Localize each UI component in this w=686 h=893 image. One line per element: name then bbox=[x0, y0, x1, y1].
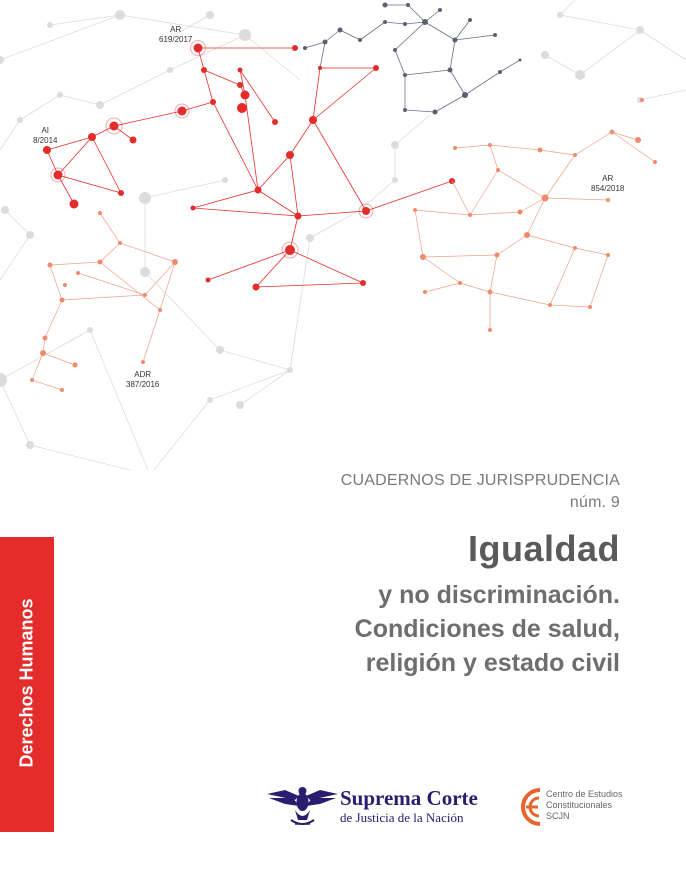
book-subtitle bbox=[355, 578, 620, 680]
scjn-eagle-logo-icon bbox=[265, 780, 340, 830]
gray-nodes bbox=[0, 10, 644, 449]
subtitle-line-2: Condiciones de salud, bbox=[354, 615, 620, 643]
navy-nodes bbox=[303, 3, 522, 115]
navy-network bbox=[305, 5, 520, 112]
case-label-adr-387: ADR 387/2016 bbox=[126, 370, 160, 389]
series-name: CUADERNOS DE JURISPRUDENCIA bbox=[340, 472, 620, 489]
center-name: Centro de Estudios Constitucionales SCJN bbox=[546, 789, 623, 821]
salmon-network bbox=[32, 132, 655, 390]
collection-label: Derechos Humanos bbox=[16, 598, 37, 768]
red-nodes bbox=[43, 44, 455, 291]
series-number: núm. 9 bbox=[569, 494, 620, 511]
red-network bbox=[47, 48, 452, 287]
subtitle-line-3: religión y estado civil bbox=[365, 649, 620, 677]
subtitle-line-1: y no discriminación. bbox=[378, 581, 620, 609]
cec-logo-icon bbox=[518, 784, 544, 830]
series-heading bbox=[341, 470, 620, 514]
case-label-ai-8: AI 8/2014 bbox=[33, 126, 58, 145]
book-title: Igualdad bbox=[467, 528, 620, 569]
publisher-name: Suprema Corte de Justicia de la Nación bbox=[340, 786, 478, 825]
case-label-ar-619: AR 619/2017 bbox=[159, 25, 193, 44]
case-label-ar-854: AR 854/2018 bbox=[591, 174, 625, 193]
